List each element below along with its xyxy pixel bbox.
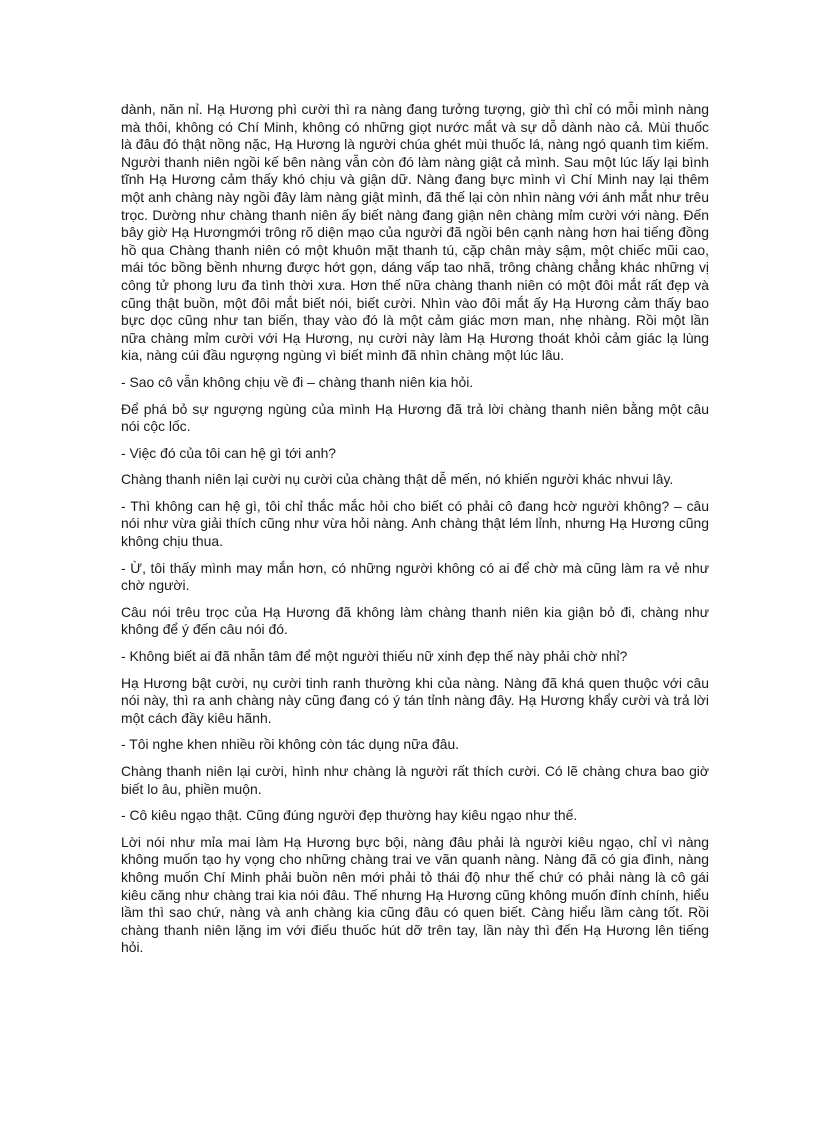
paragraph-5: Chàng thanh niên lại cười nụ cười của chàng thật dễ mến, nó khiến người khác nhvui lây. xyxy=(121,471,674,488)
paragraph-9: - Không biết ai đã nhẫn tâm để một người thiếu nữ xinh đẹp thế này phải chờ nhỉ? xyxy=(121,648,628,665)
paragraph-2: - Sao cô vẫn không chịu về đi – chàng thanh niên kia hỏi. xyxy=(121,373,474,390)
paragraph-13: - Cô kiêu ngạo thật. Cũng đúng người đẹp thường hay kiêu ngạo như thế. xyxy=(121,807,578,824)
paragraph-8: Câu nói trêu trọc của Hạ Hương đã không làm chàng thanh niên kia giận bỏ đi, chàng như không để ý đến câu nói đó. xyxy=(121,603,709,638)
paragraph-10: Hạ Hương bật cười, nụ cười tinh ranh thường khi của nàng. Nàng đã khá quen thuộc với câu nói này, thì ra anh chàng này cũng đang có ý tán tỉnh nàng đây. Hạ Hương khẩy cười và trả lời một cách đầy kiêu hãnh. xyxy=(121,674,709,726)
paragraph-4: - Việc đó của tôi can hệ gì tới anh? xyxy=(121,444,337,461)
paragraph-6: - Thì không can hệ gì, tôi chỉ thắc mắc hỏi cho biết có phải cô đang hcờ người không? – câu nói như vừa giải thích cũng như vừa hỏi nàng. Anh chàng thật lém lỉnh, nhưng Hạ Hương cũng không chịu thua. xyxy=(121,497,709,550)
document-page xyxy=(121,101,709,966)
paragraph-3: Để phá bỏ sự ngượng ngùng của mình Hạ Hương đã trả lời chàng thanh niên bằng một câu nói cộc lốc. xyxy=(121,400,709,435)
paragraph-11: - Tôi nghe khen nhiều rồi không còn tác dụng nữa đâu. xyxy=(121,736,460,753)
paragraph-14: Lời nói như mỉa mai làm Hạ Hương bực bội, nàng đâu phải là người kiêu ngạo, chỉ vì nàng không muốn tạo hy vọng cho những chàng trai ve vãn quanh nàng. Nàng đã có gia đình, nàng không muốn Chí Minh phải buồn nên mới phải tỏ thái độ như thế chứ có phải nàng là cô gái kiêu căng như chàng trai kia nói đâu. Thế nhưng Hạ Hương cũng không muốn đính chính, hiểu lầm thì sao chứ, nàng và anh chàng kia cũng đâu có quen biết. Càng hiểu lầm càng tốt. Rồi chàng thanh niên lặng im với điếu thuốc hút dỡ trên tay, lần này thì đến Hạ Hương lên tiếng hỏi. xyxy=(121,833,709,956)
paragraph-1: dành, năn nỉ. Hạ Hương phì cười thì ra nàng đang tưởng tượng, giờ thì chỉ có mỗi mình nàng mà thôi, không có Chí Minh, không có những giọt nước mắt và sự dỗ dành nào cả. Mùi thuốc là đâu đó thật nồng nặc, Hạ Hương là người chúa ghét mùi thuốc lá, nàng ngó quanh tìm kiếm. Người thanh niên ngồi kế bên nàng vẫn còn đó làm nàng giật cả mình. Sau một lúc lấy lại bình tĩnh Hạ Hương cảm thấy khó chịu và giận dữ. Nàng đang bực mình vì Chí Minh nay lại thêm một anh chàng này ngồi đây làm nàng giật mình, đã thế lại còn nhìn nàng với ánh mắt như trêu trọc. Dường như chàng thanh niên ấy biết nàng đang giận nên chàng mỉm cười với nàng. Đến bây giờ Hạ Hươngmới trông rõ diện mạo của người đã ngồi bên cạnh nàng hơn hai tiếng đồng hồ qua Chàng thanh niên có một khuôn mặt thanh tú, cặp chân mày sậm, một chiếc mũi cao, mái tóc bồng bềnh nhưng được hớt gọn, dáng vấp tao nhã, trông chàng chẳng khác những vị công tử phong lưu đa tình thời xưa. Hơn thế nữa chàng thanh niên có một đôi mắt rất đẹp và cũng thật buồn, một đôi mắt biết nói, biết cười. Nhìn vào đôi mắt ấy Hạ Hương cảm thấy bao bực dọc cũng như tan biến, thay vào đó là một cảm giác mơn man, nhẹ nhàng. Rồi một lần nữa chàng mỉm cười với Hạ Hương, nụ cười này làm Hạ Hương thoát khỏi cảm giác lạ lùng kia, nàng cúi đầu ngượng ngùng vì biết mình đã nhìn chàng một lúc lâu. xyxy=(121,101,709,364)
paragraph-7: - Ừ, tôi thấy mình may mắn hơn, có những người không có ai để chờ mà cũng làm ra vẻ như chờ người. xyxy=(121,559,709,594)
paragraph-12: Chàng thanh niên lại cười, hình như chàng là người rất thích cười. Có lẽ chàng chưa bao giờ biết lo âu, phiền muộn. xyxy=(121,763,709,797)
